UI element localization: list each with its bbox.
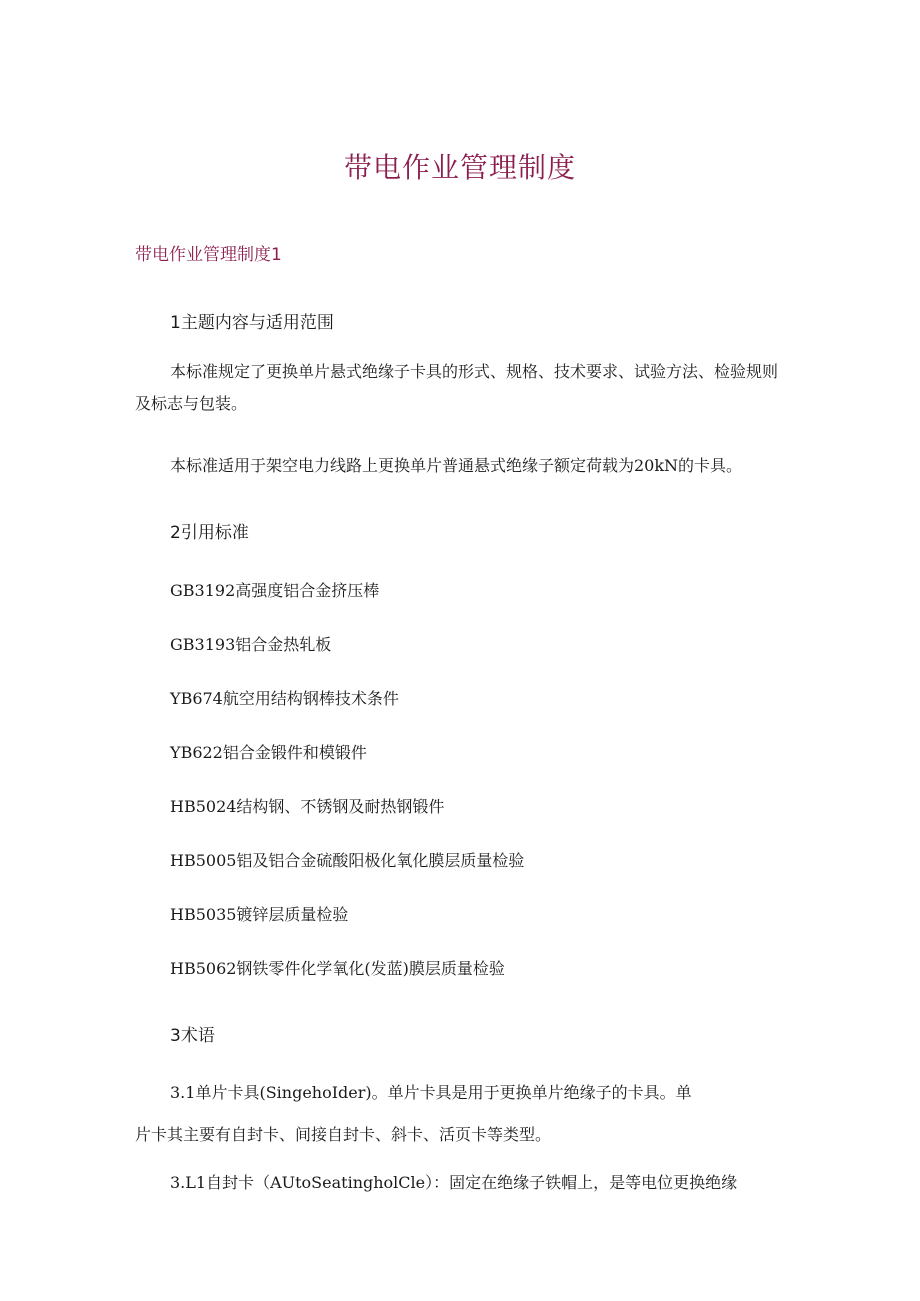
standard-item: GB3193铝合金热轧板 xyxy=(170,635,332,654)
standard-item: HB5062钢铁零件化学氧化(发蓝)膜层质量检验 xyxy=(170,959,505,978)
standard-item: YB674航空用结构钢棒技术条件 xyxy=(170,689,399,708)
definition-3-1-line-1: 3.1单片卡具(SingehoIder)。单片卡具是用于更换单片绝缘子的卡具。单 xyxy=(170,1083,692,1102)
section-1-heading: 1主题内容与适用范围 xyxy=(170,313,334,333)
standard-item: GB3192高强度铝合金挤压棒 xyxy=(170,581,380,600)
definition-3-1-line-2: 片卡其主要有自封卡、间接自封卡、斜卡、活页卡等类型。 xyxy=(135,1125,552,1144)
section-1-paragraph-1: 本标准规定了更换单片悬式绝缘子卡具的形式、规格、技术要求、试验方法、检验规则及标志与包装。 xyxy=(135,362,779,413)
standard-item: HB5005铝及铝合金硫酸阳极化氧化膜层质量检验 xyxy=(170,851,525,870)
standard-item: HB5024结构钢、不锈钢及耐热钢锻件 xyxy=(170,797,445,816)
section-2-heading: 2引用标准 xyxy=(170,523,249,543)
document-subtitle: 带电作业管理制度1 xyxy=(135,245,282,265)
section-3-heading: 3术语 xyxy=(170,1026,215,1046)
page-title: 带电作业管理制度 xyxy=(343,151,576,184)
definition-3-1-1-line-1: 3.L1自封卡（AUtoSeatingholCle）：固定在绝缘子铁帽上，是等电位更换绝缘 xyxy=(170,1173,738,1192)
standard-item: HB5035镀锌层质量检验 xyxy=(170,905,349,924)
section-1-paragraph-2: 本标准适用于架空电力线路上更换单片普通悬式绝缘子额定荷载为20kN的卡具。 xyxy=(170,456,743,475)
standard-item: YB622铝合金锻件和模锻件 xyxy=(170,743,367,762)
